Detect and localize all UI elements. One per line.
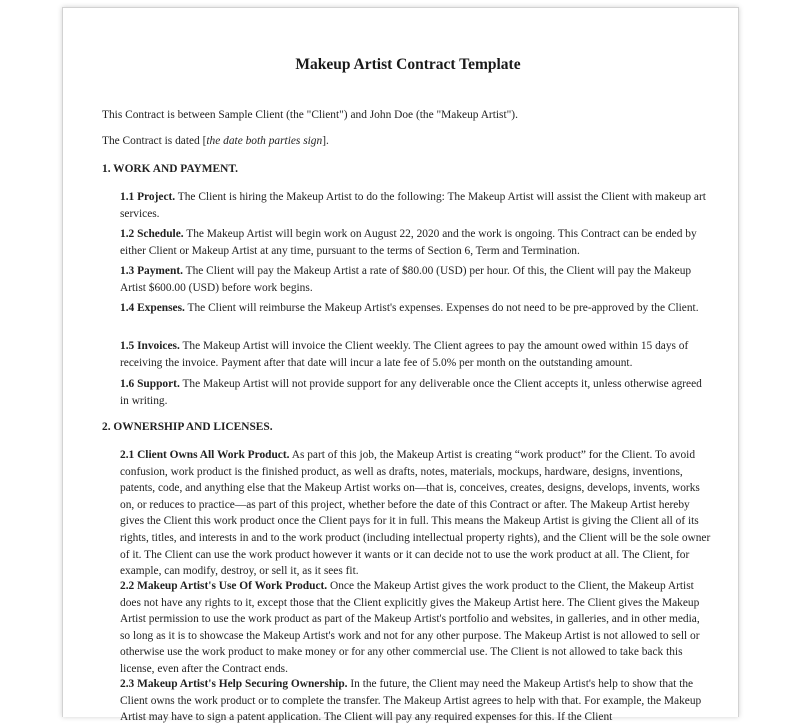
- clause-text: In the future, the Client may need the Makeup Artist's help to show that the Client owns the work product or to complete the transfer. The Makeup Artist agrees to help with that. For example, the Makeup Artist may have to sign a patent application. The Client will pay any required expenses for this. If the Client: [120, 678, 702, 724]
- section-heading: 1. WORK AND PAYMENT.: [102, 163, 238, 175]
- clause-title: 1.4 Expenses.: [120, 302, 185, 314]
- clause: [120, 676, 712, 726]
- clause-title: 2.3 Makeup Artist's Help Securing Ownership.: [120, 678, 348, 690]
- clause-text: The Client is hiring the Makeup Artist to do the following: The Makeup Artist will assist the Client with makeup art services.: [120, 191, 706, 220]
- document-page: [62, 7, 739, 724]
- clause-title: 1.2 Schedule.: [120, 228, 184, 240]
- clause: [120, 189, 712, 222]
- intro-paragraph: This Contract is between Sample Client (the "Client") and John Doe (the "Makeup Artist").: [102, 109, 518, 121]
- clause-title: 1.6 Support.: [120, 378, 180, 390]
- document-title: Makeup Artist Contract Template: [295, 56, 521, 73]
- clause: [120, 447, 712, 580]
- clause: [120, 263, 712, 296]
- clause: [120, 578, 712, 678]
- clause-text: The Makeup Artist will not provide support for any deliverable once the Client accepts it, unless otherwise agreed in writing.: [120, 378, 702, 407]
- clause-text: The Makeup Artist will begin work on August 22, 2020 and the work is ongoing. This Contract can be ended by either Client or Makeup Artist at any time, pursuant to the terms of Section 6, Term and Termination.: [120, 228, 697, 257]
- date-blank: the date both parties sign: [206, 135, 323, 147]
- clause: [120, 338, 712, 371]
- clause-text: The Makeup Artist will invoice the Client weekly. The Client agrees to pay the amount owed within 15 days of receiving the invoice. Payment after that date will incur a late fee of 5.0% per month on the outstanding amount.: [120, 340, 689, 369]
- clause-title: 1.3 Payment.: [120, 265, 183, 277]
- clause-text: The Client will pay the Makeup Artist a rate of $80.00 (USD) per hour. Of this, the Client will pay the Makeup Artist $600.00 (USD) before work begins.: [120, 265, 692, 294]
- clause-text: As part of this job, the Makeup Artist is creating “work product” for the Client. To avoid confusion, work product is the finished product, as well as drafts, notes, materials, mockups, hardware, designs, inventions, patents, code, and anything else that the Makeup Artist works on—that is, conceives, creates, designs, develops, invents, works on, or reduces to practice—as part of this project, whether before the date of this Contract or after. The Makeup Artist hereby gives the Client this work product once the Client pays for it in full. This means the Makeup Artist is giving the Client all of its rights, titles, and interests in and to the work product (including intellectual property rights), and the Client will be the sole owner of it. The Client can use the work product however it wants or it can decide not to use the work product at all. The Client, for example, can modify, destroy, or sell it, as it sees fit.: [120, 449, 711, 578]
- date-suffix: ].: [322, 135, 329, 147]
- clause-text: Once the Makeup Artist gives the work product to the Client, the Makeup Artist does not have any rights to it, except those that the Client explicitly gives the Makeup Artist here. The Client gives the Makeup Artist permission to use the work product as part of the Makeup Artist's portfolio and websites, in galleries, and in other media, so long as it is to showcase the Makeup Artist's work and not for any other purpose. The Makeup Artist is not allowed to sell or otherwise use the work product to make money or for any other commercial use. The Client is not allowed to take back this license, even after the Contract ends.: [120, 580, 700, 675]
- clause-text: The Client will reimburse the Makeup Artist's expenses. Expenses do not need to be pre-approved by the Client.: [184, 302, 699, 314]
- date-prefix: The Contract is dated [: [102, 135, 207, 147]
- clause-title: 2.1 Client Owns All Work Product.: [120, 449, 290, 461]
- date-paragraph: [102, 133, 329, 150]
- clause: [120, 226, 712, 259]
- section-heading: 2. OWNERSHIP AND LICENSES.: [102, 421, 273, 433]
- clause: [120, 300, 712, 317]
- clause-title: 1.5 Invoices.: [120, 340, 180, 352]
- clause-title: 2.2 Makeup Artist's Use Of Work Product.: [120, 580, 328, 592]
- clause: [120, 376, 712, 409]
- clause-title: 1.1 Project.: [120, 191, 176, 203]
